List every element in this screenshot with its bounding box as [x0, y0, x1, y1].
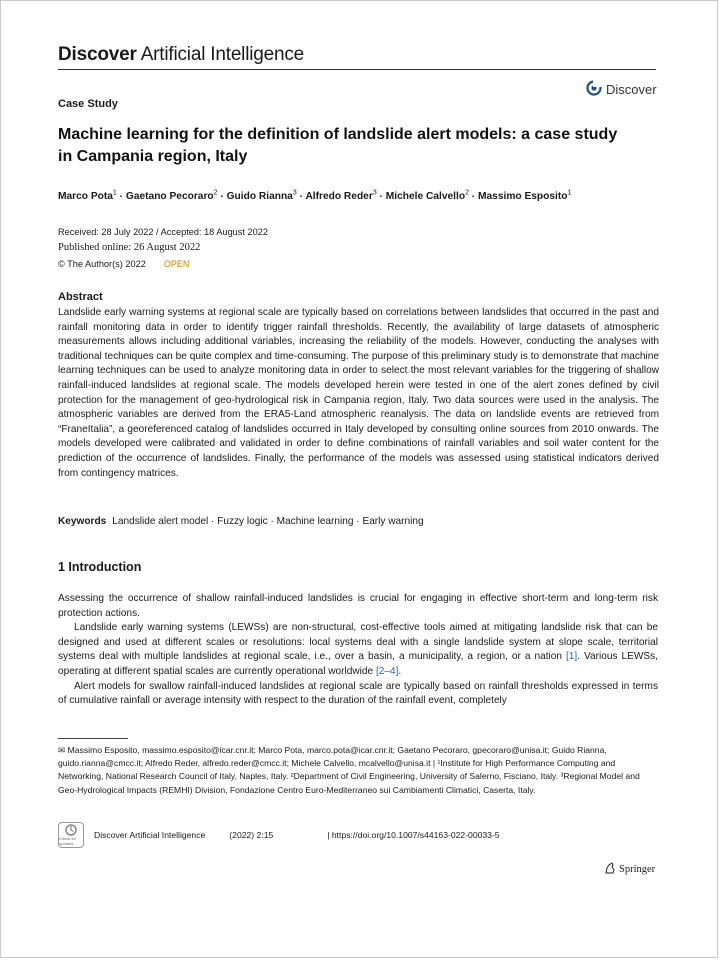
footer-journal: Discover Artificial Intelligence — [94, 830, 206, 840]
journal-name-bold: Discover — [58, 44, 137, 65]
correspondence-footnote: ✉ Massimo Esposito, massimo.esposito@icar.cnr.it; Marco Pota, marco.pota@icar.cnr.it; Gaetano Pecoraro, gpecoraro@unisa.it; Guido Rianna, guido.rianna@cmcc.it; Alfredo Reder, alfredo.reder@cmcc.it; Michele Calvello, mcalvello@unisa.it | ¹Institute for High Performance Computing and Networking, National Research Council of Italy, Naples, Italy. ²Department of Civil Engineering, University of Salerno, Fisciano, Italy. ³Regional Model and Geo-Hydrological Impacts (REMHI) Division, Fondazione Centro Euro-Mediterraneo sui Cambiamenti Climatici, Caserta, Italy. — [58, 745, 640, 795]
author[interactable]: Gaetano Pecoraro$^2$ — [125, 190, 218, 203]
received-date: Received: 28 July 2022 / Accepted: 18 August 2022 — [58, 227, 268, 237]
discover-logo[interactable] — [586, 80, 657, 99]
section-heading: 1 Introduction — [58, 560, 142, 574]
discover-swirl-icon — [586, 80, 602, 99]
keywords — [58, 516, 424, 527]
author[interactable]: Alfredo Reder$^3$ — [305, 190, 377, 203]
paragraph: Landslide early warning systems (LEWSs) are non-structural, cost-effective tools aimed at mitigating landslide risk that can be designed and used at different scales or resolutions: local systems deal with a single landslide system at slope scale, territorial systems deal with multiple landslides at regional scale, i.e., over a basin, a municipality, a region, or a nation [1]. Various LEWSs, operating at different spatial scales are currently operational worldwide [2–4]. — [58, 622, 658, 677]
published-date: Published online: 26 August 2022 — [58, 242, 201, 253]
abstract-heading: Abstract — [58, 291, 103, 303]
check-for-updates-badge[interactable] — [58, 822, 84, 848]
author[interactable]: Michele Calvello$^2$ — [385, 190, 469, 203]
citation-link[interactable]: [1] — [566, 651, 578, 663]
footer-volume: (2022) 2:15 — [229, 830, 274, 840]
author-list: Marco Pota$^1$ · Gaetano Pecoraro$^2$ · Guido Rianna$^3$ · Alfredo Reder$^3$ · Michele Calvello$^2$ · Massimo Esposito$^1$ — [58, 190, 572, 203]
springer-logo — [604, 862, 655, 877]
copyright-line — [58, 256, 268, 272]
page-footer — [58, 820, 658, 850]
publication-dates — [58, 224, 268, 272]
article-title: Machine learning for the definition of landslide alert models: a case study in Campania region, Italy — [58, 126, 618, 165]
journal-name-rest: Artificial Intelligence — [140, 44, 305, 65]
discover-logo-label: Discover — [606, 82, 657, 97]
abstract-body: Landslide early warning systems at regional scale are typically based on correlations between landslides that occurred in the past and rainfall monitoring data in order to identify trigger rainfall thresholds. Recently, the availability of large datasets of atmospheric measurements allows including additional variables, increasing the reliability of the models. However, conducting the analyses with traditional techniques can be quite complex and time-consuming. The purpose of this preliminary study is to demonstrate that machine learning techniques can be used to analyze monitoring data in order to select the most relevant variables for the triggering of shallow rainfall-induced landslides at regional scale. The models developed herein were tested in one of the alert zones defined by civil protection for the management of geo-hydrological risk in Campania region, Italy. Two data sources were used in the analysis. The atmospheric variables are derived from the ERA5-Land atmospheric reanalysis. The data on landslide events are retrieved from “FraneItalia”, a georeferenced catalog of landslides occurred in Italy developed by consulting online sources from 2010 onwards. The models developed were calibrated and validated in order to define combinations of rainfall variables and soil water content for the prediction of the occurrence of landslides. Finally, the performance of the models was assessed using statistical indicators derived from contingency matrices. — [58, 307, 659, 479]
author[interactable]: Massimo Esposito$^1$ — [478, 190, 572, 203]
open-access-badge: OPEN — [163, 259, 190, 269]
paragraph: Assessing the occurrence of shallow rainfall-induced landslides is crucial for engaging in effective short-term and long-term risk protection actions. — [58, 593, 658, 619]
check-for-updates-icon — [65, 824, 77, 836]
keywords-label: Keywords — [58, 516, 107, 527]
keywords-list: Landslide alert model · Fuzzy logic · Machine learning · Early warning — [112, 516, 424, 527]
author[interactable]: Guido Rianna$^3$ — [226, 190, 297, 203]
doi-link[interactable]: | https://doi.org/10.1007/s44163-022-00033-5 — [327, 830, 500, 840]
journal-header — [58, 44, 656, 70]
copyright-text: © The Author(s) 2022 — [58, 259, 146, 269]
article-type: Case Study — [58, 98, 118, 110]
introduction-body — [58, 592, 658, 709]
springer-label: Springer — [619, 864, 656, 875]
paragraph: Alert models for swallow rainfall-induced landslides at regional scale are typically based on rainfall thresholds expressed in terms of cumulative rainfall or average intensity with respect to the duration of the rainfall event, completely — [58, 680, 658, 707]
author[interactable]: Marco Pota$^1$ — [58, 190, 117, 203]
springer-horse-icon — [604, 862, 616, 877]
citation-link[interactable]: [2–4] — [375, 665, 399, 677]
footnote-divider — [58, 738, 128, 739]
check-for-updates-label: Check for updates — [59, 836, 77, 846]
